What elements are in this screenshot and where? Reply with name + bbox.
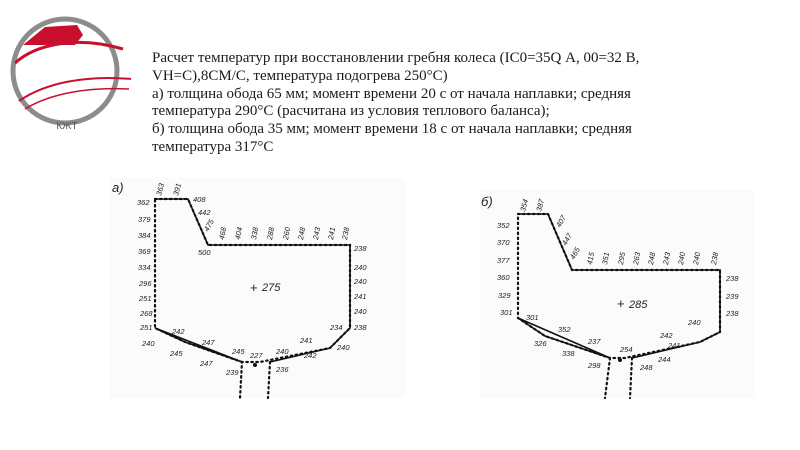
description-line-1: Расчет температур при восстановлении гребня колеса (IC0=35Q А, 00=32 В,	[152, 50, 640, 66]
diagram-a-label: 384	[138, 231, 151, 240]
diagram-b-label: 244	[658, 355, 671, 364]
diagram-b-label: 370	[497, 238, 510, 247]
diagram-b-label: 301	[500, 308, 513, 317]
diagram-b-label: 298	[588, 361, 601, 370]
diagram-a-label: 260	[281, 226, 293, 241]
diagram-b-label: 354	[518, 198, 531, 213]
diagram-a-letter: a)	[112, 180, 124, 195]
diagram-a-label: 234	[330, 323, 343, 332]
diagram-a-label: 245	[170, 349, 183, 358]
diagram-b-label: 237	[588, 337, 601, 346]
diagram-a-label: 240	[354, 263, 367, 272]
description-line-6: температура 317°С	[152, 138, 274, 155]
diagram-a-label: 251	[139, 294, 152, 303]
diagram-b-label: 254	[620, 345, 633, 354]
diagram-a-label: 408	[193, 195, 206, 204]
diagram-a-label: 247	[202, 338, 215, 347]
diagram-a-label: 227	[250, 351, 263, 360]
diagram-b-label: 248	[646, 251, 658, 266]
diagram-b-label: 415	[585, 251, 597, 266]
diagram-a-label: 241	[300, 336, 313, 345]
diagram-a-label: 241	[326, 226, 338, 241]
diagram-a-label: 242	[172, 327, 185, 336]
diagram-b-label: 238	[726, 309, 739, 318]
diagram-b-label: 263	[631, 251, 643, 266]
diagram-b-label: 240	[691, 251, 703, 266]
diagram-b-label: 295	[616, 251, 628, 266]
diagram-b-center-value: 285	[629, 299, 648, 311]
diagram-b-label: 352	[497, 221, 510, 230]
diagram-a-label: 288	[265, 226, 277, 241]
diagram-b-label: 351	[600, 251, 612, 266]
diagram-b-label: 240	[688, 318, 701, 327]
diagram-a-label: 243	[311, 226, 323, 241]
diagram-a-label: 236	[276, 365, 289, 374]
diagram-a-label: 404	[233, 226, 245, 241]
diagram-a-label: 240	[354, 307, 367, 316]
diagram-a-label: 468	[217, 226, 229, 241]
diagram-a-label: 338	[249, 226, 261, 241]
diagram-a-label: 296	[139, 279, 152, 288]
diagram-a-label: 442	[198, 208, 211, 217]
diagram-b-label: 238	[709, 251, 721, 266]
diagram-a-label: 334	[138, 263, 151, 272]
diagram-b-label: 240	[676, 251, 688, 266]
diagram-a-label: 240	[354, 277, 367, 286]
diagram-a-center-dot	[253, 363, 257, 367]
diagram-a-label: 239	[226, 368, 239, 377]
diagram-a-label: 240	[337, 343, 350, 352]
diagram-a-label: 248	[296, 226, 308, 241]
diagram-a-center-value: 275	[262, 282, 281, 294]
diagram-b-label: 387	[534, 198, 547, 213]
diagram-b-label: 238	[726, 274, 739, 283]
diagram-b-label: 242	[660, 331, 673, 340]
diagram-a-label: 238	[354, 323, 367, 332]
diagram-b-label: 326	[534, 339, 547, 348]
diagram-b-background	[480, 190, 755, 398]
description-line-5: б) толщина обода 35 мм; момент времени 18 с от начала наплавки; средняя	[152, 121, 632, 138]
diagram-b-label: 447	[559, 231, 574, 247]
diagram-a-label: 268	[140, 309, 153, 318]
diagram-a-label: 245	[232, 347, 245, 356]
diagram-b-letter: б)	[481, 194, 493, 209]
diagram-b-label: 301	[526, 313, 539, 322]
description-line-3: а) толщина обода 65 мм; момент времени 20 с от начала наплавки; средняя	[152, 85, 631, 102]
diagram-a-label: 238	[354, 244, 367, 253]
diagram-a-label: 500	[198, 248, 211, 257]
diagram-b-label: 239	[726, 292, 739, 301]
diagram-a-label: 242	[304, 351, 317, 360]
diagram-b-label: 465	[567, 245, 582, 261]
diagram-b-center-dot	[618, 358, 622, 362]
diagram-a-label: 238	[340, 226, 352, 241]
diagram-b-label: 377	[497, 256, 510, 265]
diagram-a-label: 247	[200, 359, 213, 368]
diagram-a-label: 379	[138, 215, 151, 224]
diagram-a-label: 240	[142, 339, 155, 348]
logo-text: КЖТ	[56, 121, 78, 132]
description-line-2: VH=C),8CM/C, температура подогрева 250°С)	[152, 67, 448, 84]
diagram-a-label: 241	[354, 292, 367, 301]
diagram-a-label: 391	[171, 182, 184, 197]
diagram-b-label: 241	[668, 341, 681, 350]
diagram-b-label: 248	[640, 363, 653, 372]
diagram-a-label: 475	[201, 217, 216, 233]
diagram-a-label: 369	[138, 247, 151, 256]
description-line-4: температура 290°С (расчитана из условия теплового баланса);	[152, 103, 550, 120]
diagram-a-label: 240	[276, 347, 289, 356]
diagram-a-center-cross: +	[250, 280, 258, 295]
diagram-b-label: 360	[497, 273, 510, 282]
diagram-a-label: 362	[137, 198, 150, 207]
diagram-b-label: 338	[562, 349, 575, 358]
diagram-b-label: 407	[553, 213, 568, 229]
diagram-b-label: 352	[558, 325, 571, 334]
diagram-a-label: 363	[154, 182, 167, 197]
diagram-b-center-cross: +	[617, 296, 625, 311]
diagram-a-label: 251	[140, 323, 153, 332]
diagram-b-label: 329	[498, 291, 511, 300]
diagram-b-label: 243	[661, 251, 673, 266]
